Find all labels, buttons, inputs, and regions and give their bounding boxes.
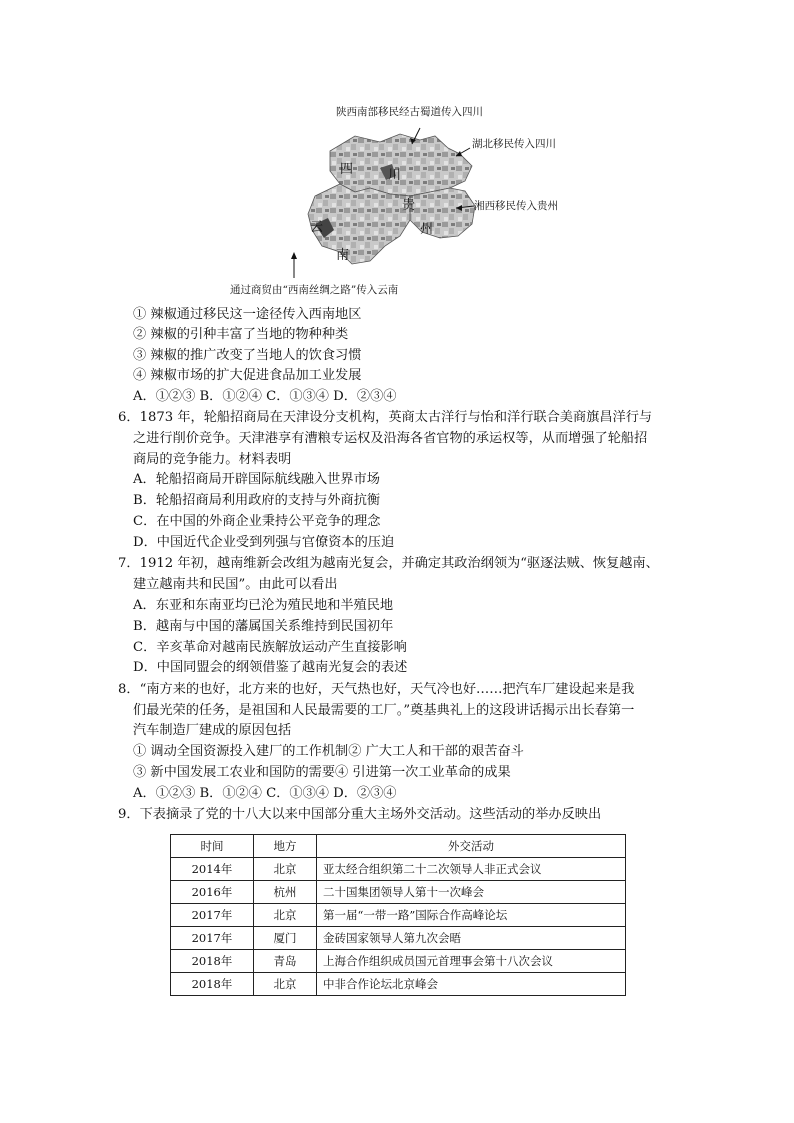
annotation-hunan: 湘西移民传入贵州 bbox=[474, 200, 558, 212]
q7-option-a: A．东亚和东南亚均已沦为殖民地和半殖民地 bbox=[133, 598, 394, 613]
table-row bbox=[171, 904, 626, 927]
q7-option-d: D．中国同盟会的纲领借鉴了越南光复会的表述 bbox=[133, 660, 408, 675]
q7-stem-line-2: 建立越南共和民国”。由此可以看出 bbox=[133, 577, 338, 592]
cell-activity: 中非合作论坛北京峰会 bbox=[317, 973, 626, 996]
cell-place: 青岛 bbox=[254, 950, 317, 973]
diplomacy-table bbox=[170, 834, 626, 996]
cell-time: 2014年 bbox=[171, 858, 254, 881]
cell-time: 2018年 bbox=[171, 950, 254, 973]
q6-option-a: A．轮船招商局开辟国际航线融入世界市场 bbox=[133, 472, 380, 487]
cell-place: 北京 bbox=[254, 973, 317, 996]
region-label-gui: 贵 bbox=[402, 198, 416, 213]
annotation-shaanxi: 陕西南部移民经古蜀道传入四川 bbox=[336, 106, 483, 118]
q6-stem-line-3: 商局的竞争能力。材料表明 bbox=[133, 452, 292, 467]
q8-stem-line-1: 8．“南方来的也好，北方来的也好，天气热也好，天气冷也好……把汽车厂建设起来是我 bbox=[118, 682, 635, 697]
table-row bbox=[171, 927, 626, 950]
cell-activity: 二十国集团领导人第十一次峰会 bbox=[317, 881, 626, 904]
header-activity: 外交活动 bbox=[317, 835, 626, 858]
cell-activity: 亚太经合组织第二十二次领导人非正式会议 bbox=[317, 858, 626, 881]
table-row bbox=[171, 950, 626, 973]
q6-option-c: C．在中国的外商企业秉持公平竞争的理念 bbox=[133, 514, 381, 529]
q7-option-c: C．辛亥革命对越南民族解放运动产生直接影响 bbox=[133, 640, 407, 655]
q7-stem-line-1: 7．1912 年初，越南维新会改组为越南光复会，并确定其政治纲领为“驱逐法贼、恢复越南、 bbox=[118, 556, 659, 571]
region-label-zhou: 州 bbox=[420, 222, 434, 237]
q8-stem-line-2: 们最光荣的任务，是祖国和人民最需要的工厂。”奠基典礼上的这段讲话揭示出长春第一 bbox=[133, 703, 635, 718]
q6-stem-line-1: 6．1873 年，轮船招商局在天津设分支机构，英商太古洋行与怡和洋行联合美商旗昌洋行与 bbox=[118, 410, 653, 425]
header-time: 时间 bbox=[171, 835, 254, 858]
cell-place: 北京 bbox=[254, 858, 317, 881]
q8-stem-line-3: 汽车制造厂建成的原因包括 bbox=[133, 723, 292, 738]
q6-option-d: D．中国近代企业受到列强与官僚资本的压迫 bbox=[133, 535, 395, 550]
cell-time: 2017年 bbox=[171, 904, 254, 927]
cell-activity: 金砖国家领导人第九次会晤 bbox=[317, 927, 626, 950]
q6-stem-line-2: 之进行削价竞争。天津港享有漕粮专运权及沿海各省官物的承运权等，从而增强了轮船招 bbox=[133, 431, 648, 446]
table-header-row bbox=[171, 835, 626, 858]
cell-time: 2016年 bbox=[171, 881, 254, 904]
q7-option-b: B．越南与中国的藩属国关系维持到民国初年 bbox=[133, 619, 394, 634]
region-label-nan: 南 bbox=[336, 248, 350, 263]
annotation-hubei: 湖北移民传入四川 bbox=[472, 138, 556, 150]
table-row bbox=[171, 881, 626, 904]
table-row bbox=[171, 973, 626, 996]
q5-statement-4: ④ 辣椒市场的扩大促进食品加工业发展 bbox=[133, 368, 362, 383]
q8-statements-line-2: ③ 新中国发展工农业和国防的需要④ 引进第一次工业革命的成果 bbox=[133, 765, 511, 780]
q9-stem: 9．下表摘录了党的十八大以来中国部分重大主场外交活动。这些活动的举办反映出 bbox=[118, 807, 602, 822]
header-place: 地方 bbox=[254, 835, 317, 858]
region-label-chuan: 川 bbox=[388, 168, 402, 183]
cell-time: 2017年 bbox=[171, 927, 254, 950]
cell-time: 2018年 bbox=[171, 973, 254, 996]
q8-choices: A．①②③ B．①②④ C．①③④ D．②③④ bbox=[133, 786, 397, 801]
q5-statement-1: ① 辣椒通过移民这一途径传入西南地区 bbox=[133, 307, 362, 322]
region-label-si: 四 bbox=[340, 162, 354, 177]
q5-choices: A．①②③ B．①②④ C．①③④ D．②③④ bbox=[133, 389, 397, 404]
cell-place: 厦门 bbox=[254, 927, 317, 950]
q5-statement-3: ③ 辣椒的推广改变了当地人的饮食习惯 bbox=[133, 348, 362, 363]
cell-place: 杭州 bbox=[254, 881, 317, 904]
annotation-yunnan: 通过商贸由“西南丝绸之路”传入云南 bbox=[230, 284, 399, 296]
cell-activity: 第一届“一带一路”国际合作高峰论坛 bbox=[317, 904, 626, 927]
map-graphic bbox=[260, 96, 600, 298]
arrow-yunnan-head bbox=[291, 252, 297, 259]
southwest-china-map bbox=[230, 96, 600, 298]
q5-statement-2: ② 辣椒的引种丰富了当地的物种种类 bbox=[133, 327, 349, 342]
q6-option-b: B．轮船招商局利用政府的支持与外商抗衡 bbox=[133, 493, 381, 508]
cell-activity: 上海合作组织成员国元首理事会第十八次会议 bbox=[317, 950, 626, 973]
table-row bbox=[171, 858, 626, 881]
region-label-yun: 云 bbox=[310, 220, 324, 235]
cell-place: 北京 bbox=[254, 904, 317, 927]
q8-statements-line-1: ① 调动全国资源投入建厂的工作机制② 广大工人和干部的艰苦奋斗 bbox=[133, 744, 524, 759]
